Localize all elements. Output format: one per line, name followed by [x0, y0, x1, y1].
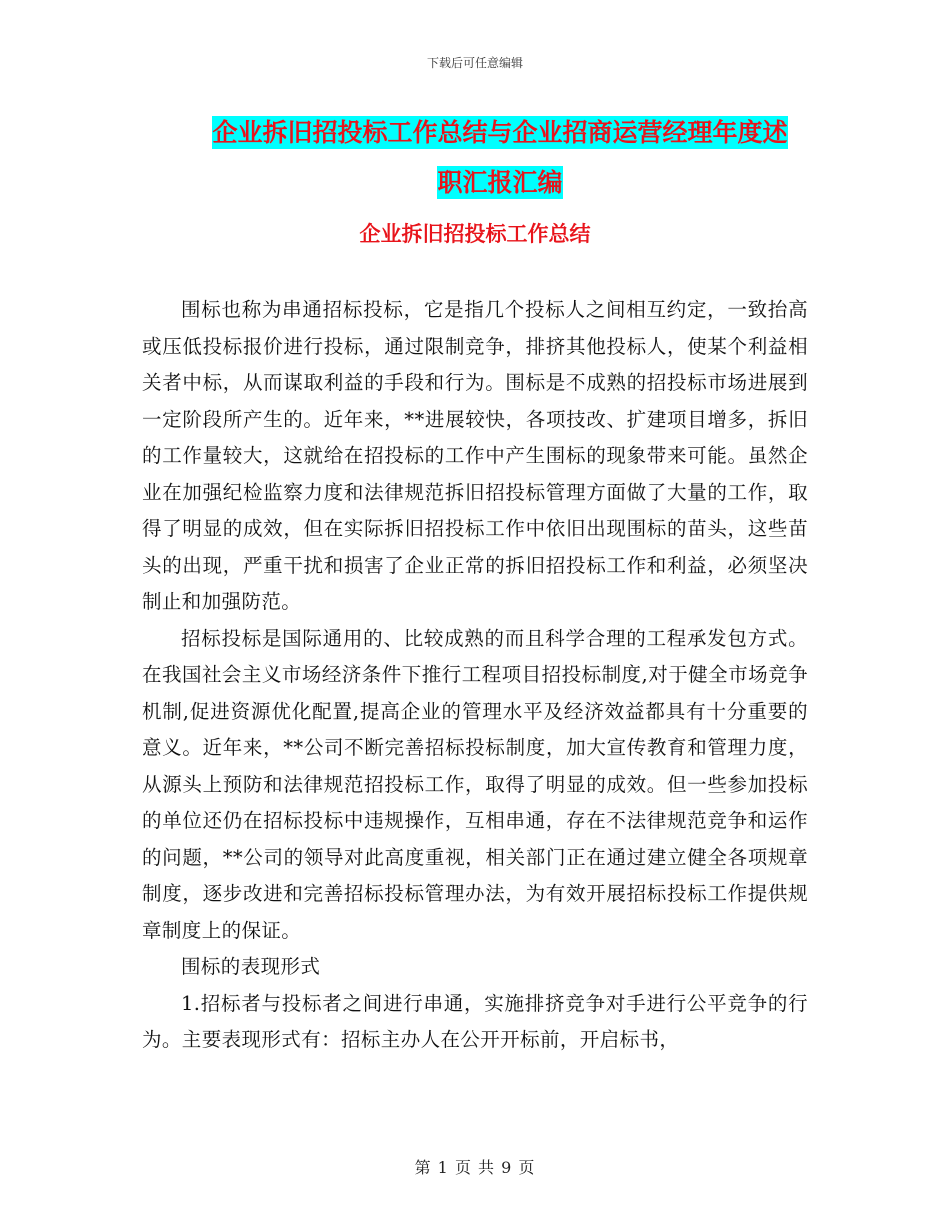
subheading: 围标的表现形式	[181, 955, 321, 978]
header-note: 下载后可任意编辑	[426, 56, 523, 70]
paragraph: 1.招标者与投标者之间进行串通，实施排挤竞争对手进行公平竞争的行为。主要表现形式有：招标主办人在公开开标前，开启标书，	[142, 991, 808, 1051]
page-footer: 第 1 页 共 9 页	[414, 1158, 536, 1177]
section-title: 企业拆旧招投标工作总结	[359, 222, 591, 246]
title-line-2: 职汇报汇编	[437, 168, 563, 197]
document-body	[142, 292, 808, 1059]
paragraph: 招标投标是国际通用的、比较成熟的而且科学合理的工程承发包方式。在我国社会主义市场经济条件下推行工程项目招投标制度,对于健全市场竞争机制,促进资源优化配置,提高企业的管理水平及经济效益都具有十分重要的意义。近年来，**公司不断完善招标投标制度，加大宣传教育和管理力度，从源头上预防和法律规范招投标工作，取得了明显的成效。但一些参加投标的单位还仍在招标投标中违规操作，互相串通，存在不法律规范竞争和运作的问题，**公司的领导对此高度重视，相关部门正在通过建立健全各项规章制度，逐步改进和完善招标投标管理办法，为有效开展招标投标工作提供规章制度上的保证。	[142, 626, 808, 942]
paragraph: 围标也称为串通招标投标，它是指几个投标人之间相互约定，一致抬高或压低投标报价进行投标，通过限制竞争，排挤其他投标人，使某个利益相关者中标，从而谋取利益的手段和行为。围标是不成熟的招投标市场进展到一定阶段所产生的。近年来，**进展较快，各项技改、扩建项目增多，拆旧的工作量较大，这就给在招投标的工作中产生围标的现象带来可能。虽然企业在加强纪检监察力度和法律规范拆旧招投标管理方面做了大量的工作，取得了明显的成效，但在实际拆旧招投标工作中依旧出现围标的苗头，这些苗头的出现，严重干扰和损害了企业正常的拆旧招投标工作和利益，必须坚决制止和加强防范。	[142, 298, 808, 613]
document-title	[180, 108, 820, 208]
title-line-1: 企业拆旧招投标工作总结与企业招商运营经理年度述	[212, 118, 788, 147]
